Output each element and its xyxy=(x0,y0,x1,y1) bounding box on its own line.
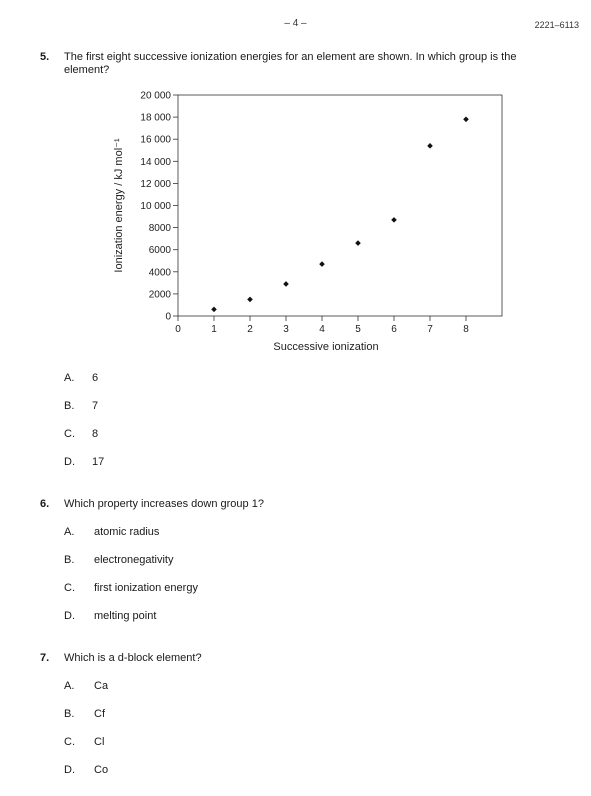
y-tick-label: 14 000 xyxy=(140,156,171,168)
data-point xyxy=(355,240,361,246)
q5-option-a[interactable]: 6 xyxy=(92,372,99,384)
data-point xyxy=(427,143,433,149)
question-6-number: 6. xyxy=(40,498,50,510)
data-point xyxy=(463,117,469,123)
q7-option-a-letter: A. xyxy=(64,680,75,692)
question-7-number: 7. xyxy=(40,652,50,664)
y-tick-label: 8000 xyxy=(148,223,171,235)
x-tick-label: 7 xyxy=(427,324,433,335)
q6-option-c-letter: C. xyxy=(64,582,75,594)
data-point xyxy=(283,281,289,287)
x-tick-label: 5 xyxy=(355,324,361,335)
q6-option-b-letter: B. xyxy=(64,554,75,566)
q5-option-d[interactable]: 17 xyxy=(92,456,105,468)
plot-border xyxy=(178,95,502,316)
y-tick-label: 4000 xyxy=(148,267,171,279)
y-tick-label: 10 000 xyxy=(140,201,171,212)
y-tick-label: 2000 xyxy=(148,289,171,301)
q6-option-c[interactable]: first ionization energy xyxy=(94,582,198,594)
data-point xyxy=(247,297,253,303)
q7-option-c-letter: C. xyxy=(64,736,75,748)
q6-option-d-letter: D. xyxy=(64,610,75,622)
q7-option-d[interactable]: Co xyxy=(94,764,109,776)
page-number: – 4 – xyxy=(284,18,307,29)
y-tick-label: 18 000 xyxy=(140,112,171,124)
data-points xyxy=(211,117,469,313)
q5-option-b[interactable]: 7 xyxy=(92,400,99,412)
q5-option-b-letter: B. xyxy=(64,400,75,412)
paper-code: 2221–6113 xyxy=(534,20,579,30)
x-tick-label: 0 xyxy=(175,324,181,335)
x-tick-label: 1 xyxy=(211,324,217,335)
q6-option-a-letter: A. xyxy=(64,526,75,538)
y-tick-label: 20 000 xyxy=(140,90,171,102)
question-5-number: 5. xyxy=(40,51,50,63)
ionization-energy-chart xyxy=(100,85,520,360)
x-tick-label: 4 xyxy=(319,324,325,335)
y-tick-label: 16 000 xyxy=(140,134,171,146)
q7-option-a[interactable]: Ca xyxy=(94,680,109,692)
x-tick-label: 6 xyxy=(391,324,397,335)
x-tick-label: 3 xyxy=(283,324,289,335)
data-point xyxy=(391,217,397,223)
y-axis-ticks xyxy=(140,91,178,323)
q7-option-b-letter: B. xyxy=(64,708,75,720)
q5-option-c-letter: C. xyxy=(64,428,75,440)
question-6-text: Which property increases down group 1? xyxy=(64,498,264,510)
q7-option-c[interactable]: Cl xyxy=(94,736,105,748)
q7-option-b[interactable]: Cf xyxy=(94,708,105,720)
question-5-text: The first eight successive ionization energies for an element are shown. In which group is the element? xyxy=(64,51,517,76)
x-axis-ticks xyxy=(175,316,469,335)
y-tick-label: 12 000 xyxy=(140,178,171,190)
data-point xyxy=(211,307,217,313)
y-tick-label: 0 xyxy=(165,311,171,323)
q6-option-b[interactable]: electronegativity xyxy=(94,554,174,566)
plot-frame xyxy=(178,95,502,316)
q6-option-a[interactable]: atomic radius xyxy=(94,526,160,538)
q5-option-c[interactable]: 8 xyxy=(92,428,99,440)
x-axis-label: Successive ionization xyxy=(273,341,379,353)
q5-option-a-letter: A. xyxy=(64,372,75,384)
y-axis-label: Ionization energy / kJ mol⁻¹ xyxy=(113,138,125,273)
q5-option-d-letter: D. xyxy=(64,456,75,468)
question-7-text: Which is a d-block element? xyxy=(64,652,202,664)
q6-option-d[interactable]: melting point xyxy=(94,610,157,622)
x-tick-label: 2 xyxy=(247,324,253,335)
x-tick-label: 8 xyxy=(463,324,469,335)
data-point xyxy=(319,261,325,267)
q7-option-d-letter: D. xyxy=(64,764,75,776)
y-tick-label: 6000 xyxy=(148,245,171,257)
